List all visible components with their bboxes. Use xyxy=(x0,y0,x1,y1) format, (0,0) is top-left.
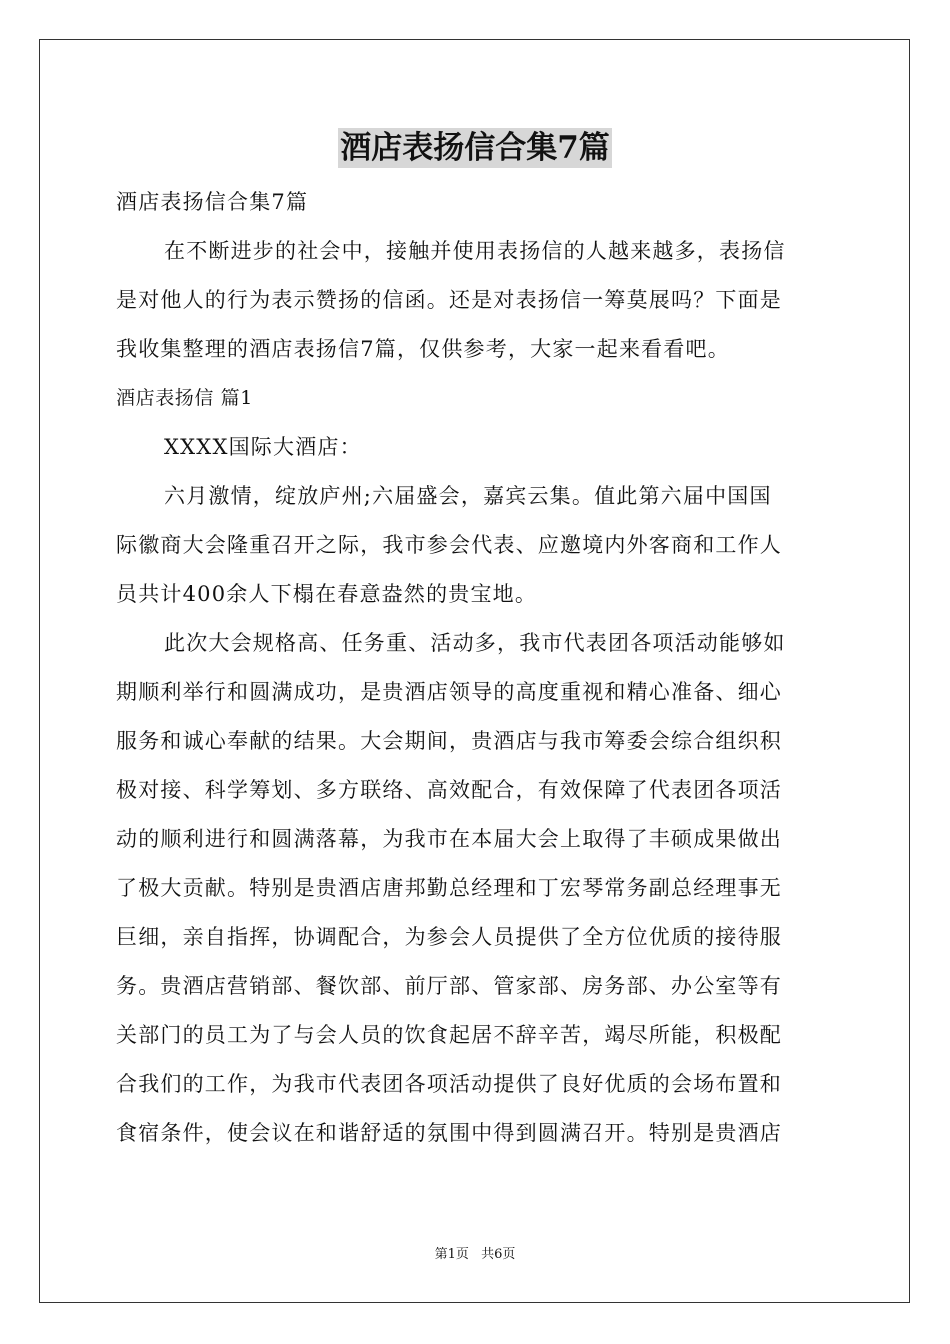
opening-line-2: 际徽商大会隆重召开之际，我市参会代表、应邀境内外客商和工作人 xyxy=(116,533,782,557)
opening-line-1: 六月激情，绽放庐州;六届盛会，嘉宾云集。值此第六届中国国 xyxy=(164,484,772,508)
body-line-8: 务。贵酒店营销部、餐饮部、前厅部、管家部、房务部、办公室等有 xyxy=(116,974,782,998)
body-line-3: 服务和诚心奉献的结果。大会期间，贵酒店与我市筹委会综合组织积 xyxy=(116,729,782,753)
body-line-7: 巨细，亲自指挥，协调配合，为参会人员提供了全方位优质的接待服 xyxy=(116,925,782,949)
body-line-1: 此次大会规格高、任务重、活动多，我市代表团各项活动能够如 xyxy=(164,631,786,655)
document-title: 酒店表扬信合集7篇 xyxy=(340,130,610,166)
salutation-line: XXXX国际大酒店： xyxy=(164,435,362,459)
body-line-11: 食宿条件，使会议在和谐舒适的氛围中得到圆满召开。特别是贵酒店 xyxy=(116,1121,782,1145)
body-line-9: 关部门的员工为了与会人员的饮食起居不辞辛苦，竭尽所能，积极配 xyxy=(116,1023,782,1047)
body-line-10: 合我们的工作，为我市代表团各项活动提供了良好优质的会场布置和 xyxy=(116,1072,782,1096)
opening-line-3: 员共计400余人下榻在春意盎然的贵宝地。 xyxy=(116,582,538,606)
body-line-5: 动的顺利进行和圆满落幕，为我市在本届大会上取得了丰硕成果做出 xyxy=(116,827,782,851)
body-line-6: 了极大贡献。特别是贵酒店唐邦勤总经理和丁宏琴常务副总经理事无 xyxy=(116,876,782,900)
document-body xyxy=(116,178,836,1158)
body-line-2: 期顺利举行和圆满成功，是贵酒店领导的高度重视和精心准备、细心 xyxy=(116,680,782,704)
body-line-4: 极对接、科学筹划、多方联络、高效配合，有效保障了代表团各项活 xyxy=(116,778,782,802)
intro-line-3: 我收集整理的酒店表扬信7篇，仅供参考，大家一起来看看吧。 xyxy=(116,337,730,361)
title-area xyxy=(0,128,950,168)
section-heading: 酒店表扬信 篇1 xyxy=(116,387,253,409)
page-footer xyxy=(0,1246,950,1264)
page-number: 第1页 xyxy=(434,1247,469,1262)
intro-line-1: 在不断进步的社会中，接触并使用表扬信的人越来越多，表扬信 xyxy=(164,239,786,263)
intro-line-2: 是对他人的行为表示赞扬的信函。还是对表扬信一筹莫展吗？下面是 xyxy=(116,288,782,312)
total-pages: 共6页 xyxy=(481,1247,516,1262)
subtitle-line: 酒店表扬信合集7篇 xyxy=(116,190,309,214)
